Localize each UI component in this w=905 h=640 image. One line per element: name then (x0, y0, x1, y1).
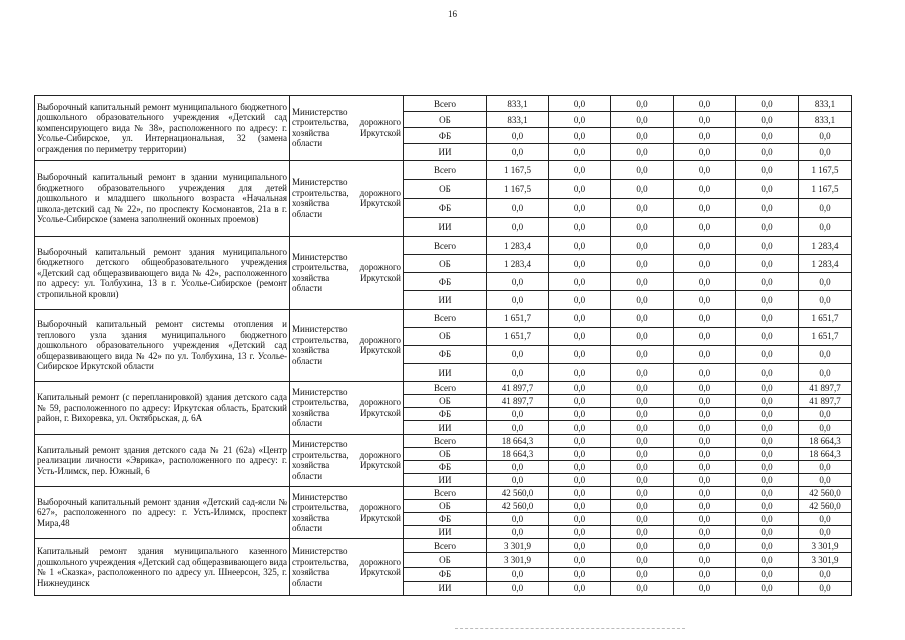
amount-value: 0,0 (549, 198, 611, 217)
funding-source: ОБ (404, 447, 487, 460)
total-value: 0,0 (799, 408, 852, 421)
amount-value: 0,0 (674, 309, 736, 327)
total-value: 0,0 (799, 345, 852, 363)
total-value: 1 283,4 (799, 255, 852, 273)
funding-source: ИИ (404, 421, 487, 434)
amount-value: 0,0 (736, 345, 799, 363)
amount-value: 0,0 (736, 96, 799, 112)
project-description: Капитальный ремонт здания муниципального казенного дошкольного учреждения «Детский сад общеразвивающего вида № 1 «Сказка», расположенного по адресу ул. Шнеерсон, 325, г. Нижнеудинск (35, 539, 290, 596)
amount-value: 0,0 (611, 553, 674, 567)
total-value: 1 167,5 (799, 179, 852, 198)
amount-value: 0,0 (487, 345, 549, 363)
amount-value: 0,0 (549, 553, 611, 567)
amount-value: 0,0 (549, 447, 611, 460)
amount-value: 0,0 (611, 255, 674, 273)
funding-source: ИИ (404, 144, 487, 160)
funding-source: Всего (404, 486, 487, 499)
amount-value: 0,0 (487, 513, 549, 526)
total-value: 0,0 (799, 128, 852, 144)
funding-source: ФБ (404, 408, 487, 421)
total-value: 1 167,5 (799, 160, 852, 179)
amount-value: 0,0 (736, 291, 799, 309)
amount-value: 0,0 (674, 434, 736, 447)
amount-value: 0,0 (736, 486, 799, 499)
amount-value: 0,0 (549, 345, 611, 363)
amount-value: 0,0 (736, 273, 799, 291)
amount-value: 0,0 (549, 112, 611, 128)
ministry-line: Министерство (292, 324, 348, 335)
amount-value: 0,0 (674, 447, 736, 460)
total-value: 0,0 (799, 291, 852, 309)
amount-value: 0,0 (611, 160, 674, 179)
amount-value: 0,0 (611, 96, 674, 112)
amount-value: 41 897,7 (487, 395, 549, 408)
amount-value: 0,0 (611, 128, 674, 144)
amount-value: 0,0 (549, 567, 611, 581)
ministry-line: хозяйства Иркутской (292, 198, 401, 209)
total-value: 18 664,3 (799, 434, 852, 447)
amount-value: 0,0 (611, 198, 674, 217)
ministry-line: хозяйства Иркутской (292, 127, 401, 138)
amount-value: 0,0 (674, 96, 736, 112)
amount-value: 0,0 (674, 486, 736, 499)
amount-value: 0,0 (736, 309, 799, 327)
amount-value: 0,0 (549, 395, 611, 408)
amount-value: 0,0 (487, 460, 549, 473)
amount-value: 0,0 (736, 500, 799, 513)
amount-value: 0,0 (549, 581, 611, 595)
ministry-line: области (292, 418, 323, 429)
project-description: Выборочный капитальный ремонт здания муниципального бюджетного детского общеобразовательного учреждения «Детский сад общеразвивающего вида № 42», расположенного по адресу: ул. Толбухина, 13 в г. Усолье-Сибирское (ремонт стропильной кровли) (35, 237, 290, 310)
amount-value: 0,0 (611, 581, 674, 595)
ministry-line: области (292, 283, 323, 294)
funding-source: Всего (404, 96, 487, 112)
amount-value: 0,0 (487, 217, 549, 236)
ministry-line: Министерство (292, 386, 348, 397)
amount-value: 0,0 (611, 526, 674, 539)
table-row (35, 96, 852, 112)
amount-value: 0,0 (549, 421, 611, 434)
amount-value: 0,0 (674, 217, 736, 236)
funding-source: ОБ (404, 179, 487, 198)
funding-source: ОБ (404, 395, 487, 408)
amount-value: 0,0 (549, 237, 611, 255)
total-value: 42 560,0 (799, 486, 852, 499)
amount-value: 0,0 (611, 421, 674, 434)
total-value: 0,0 (799, 421, 852, 434)
amount-value: 0,0 (549, 382, 611, 395)
amount-value: 0,0 (611, 500, 674, 513)
amount-value: 0,0 (674, 421, 736, 434)
amount-value: 0,0 (611, 291, 674, 309)
total-value: 3 301,9 (799, 553, 852, 567)
ministry-line: строительства, дорожного (292, 187, 401, 198)
amount-value: 0,0 (549, 327, 611, 345)
amount-value: 1 651,7 (487, 309, 549, 327)
funding-source: ОБ (404, 112, 487, 128)
amount-value: 0,0 (611, 309, 674, 327)
amount-value: 0,0 (611, 513, 674, 526)
ministry-line: области (292, 355, 323, 366)
ministry-line: строительства, дорожного (292, 449, 401, 460)
amount-value: 0,0 (736, 581, 799, 595)
total-value: 0,0 (799, 513, 852, 526)
amount-value: 0,0 (549, 309, 611, 327)
funding-source: Всего (404, 237, 487, 255)
total-value: 42 560,0 (799, 500, 852, 513)
total-value: 0,0 (799, 273, 852, 291)
amount-value: 0,0 (736, 553, 799, 567)
amount-value: 0,0 (674, 382, 736, 395)
amount-value: 0,0 (674, 539, 736, 553)
amount-value: 0,0 (487, 198, 549, 217)
amount-value: 0,0 (736, 408, 799, 421)
amount-value: 0,0 (549, 291, 611, 309)
total-value: 833,1 (799, 96, 852, 112)
table-body (35, 96, 852, 596)
amount-value: 0,0 (549, 96, 611, 112)
ministry-line: области (292, 470, 323, 481)
project-description: Выборочный капитальный ремонт муниципального бюджетного дошкольного образовательного учреждения «Детский сад компенсирующего вида № 38», расположенного по адресу: г. Усолье-Сибирское, ул. Интернациональная, 32 (замена ограждения по периметру территории) (35, 96, 290, 161)
amount-value: 0,0 (736, 526, 799, 539)
amount-value: 0,0 (611, 567, 674, 581)
amount-value: 0,0 (736, 567, 799, 581)
project-description: Капитальный ремонт (с перепланировкой) здания детского сада № 59, расположенного по адресу: Иркутская область, Братский район, г. Вихоревка, ул. Октябрьская, д. 6А (35, 382, 290, 434)
table-row (35, 160, 852, 179)
amount-value: 0,0 (736, 395, 799, 408)
responsible-ministry (290, 539, 404, 596)
amount-value: 18 664,3 (487, 447, 549, 460)
responsible-ministry (290, 434, 404, 486)
amount-value: 0,0 (611, 447, 674, 460)
amount-value: 0,0 (487, 273, 549, 291)
amount-value: 0,0 (487, 581, 549, 595)
amount-value: 0,0 (487, 526, 549, 539)
amount-value: 0,0 (487, 291, 549, 309)
amount-value: 0,0 (549, 160, 611, 179)
total-value: 1 651,7 (799, 309, 852, 327)
amount-value: 0,0 (674, 291, 736, 309)
amount-value: 0,0 (611, 112, 674, 128)
project-description: Выборочный капитальный ремонт здания «Детский сад-ясли № 627», расположенного по адресу: г. Усть-Илимск, проспект Мира,48 (35, 486, 290, 538)
funding-source: ФБ (404, 345, 487, 363)
amount-value: 1 283,4 (487, 255, 549, 273)
amount-value: 0,0 (674, 327, 736, 345)
amount-value: 0,0 (674, 460, 736, 473)
amount-value: 0,0 (611, 434, 674, 447)
amount-value: 0,0 (674, 160, 736, 179)
amount-value: 0,0 (674, 255, 736, 273)
amount-value: 0,0 (549, 513, 611, 526)
total-value: 41 897,7 (799, 382, 852, 395)
funding-source: ФБ (404, 273, 487, 291)
amount-value: 0,0 (674, 198, 736, 217)
funding-source: Всего (404, 160, 487, 179)
funding-source: Всего (404, 539, 487, 553)
amount-value: 0,0 (487, 144, 549, 160)
amount-value: 0,0 (736, 217, 799, 236)
amount-value: 0,0 (736, 447, 799, 460)
ministry-line: хозяйства Иркутской (292, 460, 401, 471)
amount-value: 0,0 (674, 526, 736, 539)
ministry-line: строительства, дорожного (292, 502, 401, 513)
page-number: 16 (448, 9, 457, 19)
amount-value: 0,0 (611, 460, 674, 473)
ministry-line: области (292, 208, 323, 219)
ministry-line: хозяйства Иркутской (292, 345, 401, 356)
total-value: 0,0 (799, 526, 852, 539)
responsible-ministry (290, 160, 404, 237)
amount-value: 0,0 (611, 395, 674, 408)
amount-value: 0,0 (487, 364, 549, 382)
amount-value: 0,0 (611, 144, 674, 160)
amount-value: 0,0 (611, 273, 674, 291)
amount-value: 0,0 (674, 179, 736, 198)
amount-value: 0,0 (674, 553, 736, 567)
funding-source: ИИ (404, 473, 487, 486)
amount-value: 0,0 (549, 364, 611, 382)
amount-value: 0,0 (736, 237, 799, 255)
amount-value: 0,0 (674, 112, 736, 128)
amount-value: 0,0 (674, 128, 736, 144)
amount-value: 0,0 (674, 473, 736, 486)
amount-value: 0,0 (549, 128, 611, 144)
funding-source: ИИ (404, 364, 487, 382)
ministry-line: Министерство (292, 177, 348, 188)
budget-table (34, 95, 852, 596)
ministry-line: строительства, дорожного (292, 117, 401, 128)
table-row (35, 539, 852, 553)
ministry-line: строительства, дорожного (292, 262, 401, 273)
amount-value: 0,0 (487, 408, 549, 421)
amount-value: 0,0 (487, 473, 549, 486)
funding-source: ФБ (404, 567, 487, 581)
funding-source: Всего (404, 434, 487, 447)
amount-value: 0,0 (549, 539, 611, 553)
amount-value: 0,0 (611, 473, 674, 486)
ministry-line: хозяйства Иркутской (292, 272, 401, 283)
total-value: 833,1 (799, 112, 852, 128)
amount-value: 0,0 (736, 128, 799, 144)
amount-value: 0,0 (611, 486, 674, 499)
amount-value: 0,0 (549, 486, 611, 499)
amount-value: 0,0 (736, 179, 799, 198)
amount-value: 42 560,0 (487, 500, 549, 513)
amount-value: 0,0 (674, 237, 736, 255)
amount-value: 0,0 (736, 327, 799, 345)
amount-value: 0,0 (674, 500, 736, 513)
amount-value: 0,0 (549, 460, 611, 473)
amount-value: 0,0 (736, 382, 799, 395)
amount-value: 0,0 (674, 273, 736, 291)
total-value: 1 651,7 (799, 327, 852, 345)
total-value: 0,0 (799, 364, 852, 382)
funding-source: ФБ (404, 128, 487, 144)
project-description: Выборочный капитальный ремонт системы отопления и теплового узла здания муниципального бюджетного дошкольного образовательного учреждения «Детский сад общеразвивающего вида № 42» по ул. Толбухина, 13 г. Усолье-Сибирское Иркутской области (35, 309, 290, 382)
responsible-ministry (290, 486, 404, 538)
funding-source: ИИ (404, 526, 487, 539)
amount-value: 3 301,9 (487, 553, 549, 567)
amount-value: 0,0 (674, 513, 736, 526)
amount-value: 0,0 (674, 567, 736, 581)
total-value: 0,0 (799, 144, 852, 160)
amount-value: 0,0 (611, 345, 674, 363)
amount-value: 0,0 (736, 460, 799, 473)
amount-value: 0,0 (549, 473, 611, 486)
amount-value: 0,0 (549, 526, 611, 539)
project-description: Капитальный ремонт здания детского сада № 21 (62а) «Центр реализации личности «Эврика», расположенного по адресу: г. Усть-Илимск, пер. Южный, 6 (35, 434, 290, 486)
amount-value: 0,0 (736, 198, 799, 217)
amount-value: 1 651,7 (487, 327, 549, 345)
ministry-line: строительства, дорожного (292, 334, 401, 345)
ministry-line: Министерство (292, 106, 348, 117)
amount-value: 0,0 (611, 364, 674, 382)
responsible-ministry (290, 237, 404, 310)
amount-value: 0,0 (611, 179, 674, 198)
ministry-line: Министерство (292, 439, 348, 450)
amount-value: 1 167,5 (487, 160, 549, 179)
total-value: 0,0 (799, 567, 852, 581)
amount-value: 0,0 (487, 567, 549, 581)
amount-value: 0,0 (736, 364, 799, 382)
amount-value: 833,1 (487, 112, 549, 128)
funding-source: ОБ (404, 553, 487, 567)
amount-value: 0,0 (736, 473, 799, 486)
ministry-line: Министерство (292, 251, 348, 262)
funding-source: ФБ (404, 198, 487, 217)
amount-value: 0,0 (674, 408, 736, 421)
amount-value: 0,0 (611, 408, 674, 421)
ministry-line: строительства, дорожного (292, 397, 401, 408)
amount-value: 0,0 (549, 217, 611, 236)
amount-value: 0,0 (736, 421, 799, 434)
funding-source: ОБ (404, 327, 487, 345)
amount-value: 0,0 (674, 581, 736, 595)
amount-value: 42 560,0 (487, 486, 549, 499)
total-value: 0,0 (799, 473, 852, 486)
amount-value: 0,0 (736, 513, 799, 526)
amount-value: 0,0 (549, 255, 611, 273)
total-value: 1 283,4 (799, 237, 852, 255)
ministry-line: строительства, дорожного (292, 556, 401, 567)
ministry-line: хозяйства Иркутской (292, 407, 401, 418)
amount-value: 0,0 (611, 539, 674, 553)
amount-value: 18 664,3 (487, 434, 549, 447)
total-value: 0,0 (799, 198, 852, 217)
ministry-line: Министерство (292, 546, 348, 557)
total-value: 18 664,3 (799, 447, 852, 460)
amount-value: 0,0 (549, 408, 611, 421)
funding-source: ИИ (404, 291, 487, 309)
ministry-line: области (292, 138, 323, 149)
ministry-line: хозяйства Иркутской (292, 512, 401, 523)
total-value: 41 897,7 (799, 395, 852, 408)
amount-value: 0,0 (549, 273, 611, 291)
amount-value: 1 167,5 (487, 179, 549, 198)
amount-value: 0,0 (674, 364, 736, 382)
funding-source: ФБ (404, 460, 487, 473)
amount-value: 0,0 (487, 421, 549, 434)
amount-value: 0,0 (674, 395, 736, 408)
amount-value: 0,0 (611, 382, 674, 395)
table-row (35, 486, 852, 499)
responsible-ministry (290, 309, 404, 382)
amount-value: 0,0 (736, 539, 799, 553)
amount-value: 0,0 (736, 112, 799, 128)
amount-value: 1 283,4 (487, 237, 549, 255)
funding-source: Всего (404, 382, 487, 395)
amount-value: 833,1 (487, 96, 549, 112)
total-value: 3 301,9 (799, 539, 852, 553)
ministry-line: хозяйства Иркутской (292, 567, 401, 578)
funding-source: ФБ (404, 513, 487, 526)
table-row (35, 434, 852, 447)
amount-value: 0,0 (611, 327, 674, 345)
funding-source: ИИ (404, 581, 487, 595)
total-value: 0,0 (799, 460, 852, 473)
project-description: Выборочный капитальный ремонт в здании муниципального бюджетного образовательного учреждения для детей дошкольного и младшего школьного возраста «Начальная школа-детский сад № 22», по проспекту Космонавтов, 21а в г. Усолье-Сибирское (замена заполнений оконных проемов) (35, 160, 290, 237)
amount-value: 0,0 (549, 500, 611, 513)
amount-value: 0,0 (549, 179, 611, 198)
total-value: 0,0 (799, 217, 852, 236)
amount-value: 0,0 (736, 255, 799, 273)
amount-value: 0,0 (674, 144, 736, 160)
amount-value: 41 897,7 (487, 382, 549, 395)
amount-value: 0,0 (611, 237, 674, 255)
responsible-ministry (290, 96, 404, 161)
ministry-line: Министерство (292, 491, 348, 502)
funding-source: ИИ (404, 217, 487, 236)
page-bottom-rule (455, 628, 685, 629)
total-value: 0,0 (799, 581, 852, 595)
responsible-ministry (290, 382, 404, 434)
funding-source: Всего (404, 309, 487, 327)
amount-value: 0,0 (487, 128, 549, 144)
ministry-line: области (292, 523, 323, 534)
amount-value: 0,0 (611, 217, 674, 236)
funding-source: ОБ (404, 500, 487, 513)
ministry-line: области (292, 577, 323, 588)
amount-value: 0,0 (549, 434, 611, 447)
amount-value: 0,0 (736, 144, 799, 160)
table-row (35, 237, 852, 255)
funding-source: ОБ (404, 255, 487, 273)
amount-value: 3 301,9 (487, 539, 549, 553)
table-row (35, 382, 852, 395)
amount-value: 0,0 (549, 144, 611, 160)
table-row (35, 309, 852, 327)
amount-value: 0,0 (674, 345, 736, 363)
amount-value: 0,0 (736, 160, 799, 179)
amount-value: 0,0 (736, 434, 799, 447)
